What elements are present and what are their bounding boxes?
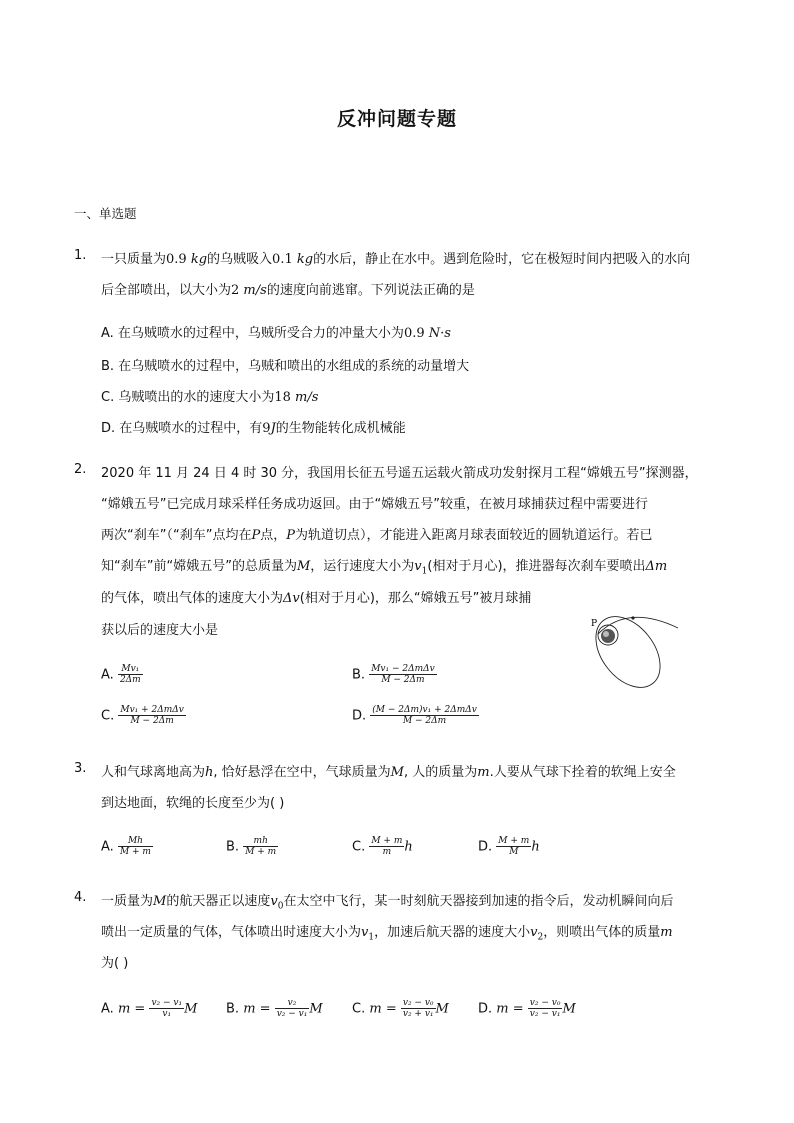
question-1-option-d [101,417,406,436]
point-p-label: P [591,619,598,629]
numerator: Mh [118,836,153,847]
denominator: v₂ − v₁ [529,1009,561,1020]
text: (相对于月心)，那么“嫦娥五号”被月球捕 [299,591,532,606]
math-expr: m = [369,1001,397,1017]
text: 知“刹车”前“嫦娥五号”的总质量为 [101,559,297,574]
fraction [369,664,437,686]
text: (相对于月心)，推进器每次刹车要喷出 [427,559,646,574]
numerator: M + m [371,836,403,846]
numerator: mh [243,836,278,847]
text: 两次“刹车”（“刹车”点均在 [101,528,252,543]
denominator: M − 2Δm [381,675,425,686]
math-var: m [660,925,673,940]
math-var: M [390,765,404,780]
question-2-line-3 [101,524,652,543]
numerator: (M − 2Δm)v₁ + 2ΔmΔv [372,705,477,715]
unit: kg [190,252,208,267]
denominator: v₂ + v₁ [402,1009,434,1020]
text: 为轨道切点），才能进入距离月球表面较近的圆轨道运行。若已 [294,528,653,543]
text: , 人的质量为 [403,765,478,780]
math-var: Δv [283,591,300,606]
math-var: M [309,1001,323,1017]
math-var: v [361,925,369,940]
question-2-line-4 [101,555,667,577]
unit: kg [296,252,314,267]
question-4-option-a [101,998,197,1020]
option-letter: D. [352,708,367,724]
text: 的气体，喷出气体的速度大小为 [101,591,284,606]
subscript: 0 [277,901,284,912]
text: ，则喷出气体的质量 [543,925,661,940]
option-letter: C. [352,839,366,855]
fraction [149,998,184,1020]
math-var: P [251,528,261,543]
math-expr: m = [117,1001,146,1017]
question-3-option-a [101,836,153,858]
text: 后全部喷出，以大小为 [101,283,232,298]
denominator: M + m [245,847,277,858]
option-letter: C. [352,1001,366,1017]
text: 人和气球离地高为 [101,765,206,780]
question-4-line-3: 为( ) [101,956,129,971]
question-1-line-2 [101,279,475,298]
section-heading: 一、单选题 [74,206,137,221]
question-4-option-c [352,998,449,1020]
math-expr: m = [496,1001,524,1017]
math-var: h [404,839,413,855]
option-letter: B. [226,839,240,855]
question-4-line-2 [101,921,673,943]
denominator: M [509,847,519,858]
numerator: Mv₁ + 2ΔmΔv [120,705,184,715]
question-2-line-6: 获以后的速度大小是 [101,623,219,638]
option-letter: D. [478,1001,493,1017]
question-3-number: 3. [74,761,87,776]
text: 喷出一定质量的气体，气体喷出时速度大小为 [101,925,362,940]
math-var: Δm [645,559,668,574]
math-expr: m = [243,1001,271,1017]
math-var: M [153,894,167,909]
numerator: v₂ − v₁ [151,998,183,1008]
question-2-number: 2. [74,462,87,477]
question-1-option-b: B. 在乌贼喷水的过程中，乌贼和喷出的水组成的系统的动量增大 [101,359,470,374]
denominator: m [382,847,392,858]
text: .人要从气球下拴着的软绳上安全 [489,765,676,780]
unit: m/s [295,390,319,405]
text: 一只质量为 [101,252,167,267]
text: 的航天器正以速度 [166,894,271,909]
numerator: v₂ − v₀ [529,998,561,1008]
orbit-diagram [588,606,684,696]
fraction [243,836,278,858]
unit: J [270,421,276,436]
math-var: M [562,1001,576,1017]
text: 点， [260,528,287,543]
subscript: 1 [368,932,375,943]
denominator: 2Δm [119,675,141,686]
question-1-number: 1. [74,248,87,263]
question-2-option-c [101,705,186,727]
denominator: M − 2Δm [402,716,447,727]
value: 18 [274,390,296,405]
denominator: M − 2Δm [130,716,174,727]
orbit-figure [588,606,684,700]
question-3-option-b [226,836,278,858]
fraction [401,998,436,1020]
subscript: 1 [421,566,428,577]
option-letter: B. [226,1001,240,1017]
question-1-option-a [101,322,451,341]
text: 在太空中飞行，某一时刻航天器接到加速的指令后，发动机瞬间向后 [283,894,674,909]
spacecraft-dot [631,616,634,619]
math-var: m [477,765,490,780]
moon-highlight [603,631,609,637]
text: ，运行速度大小为 [310,559,415,574]
question-4-number: 4. [74,890,87,905]
unit: m/s [243,283,267,298]
subscript: 2 [537,932,544,943]
option-letter: A. [101,839,114,855]
fraction [118,664,143,686]
math-var: M [435,1001,449,1017]
option-letter: B. [352,667,366,683]
math-var: M [296,559,311,574]
question-1-option-c [101,386,318,405]
option-letter: A. [101,1001,114,1017]
numerator: Mv₁ − 2ΔmΔv [371,664,435,674]
text: 的生物能转化成机械能 [275,421,406,436]
option-letter: D. [478,839,493,855]
unit: N·s [428,326,451,341]
question-3-line-2: 到达地面，软绳的长度至少为( ) [101,796,285,811]
math-var: P [286,528,295,543]
option-letter: A. [101,667,114,683]
denominator: v₁ [162,1009,172,1020]
numerator: Mv₁ [118,664,143,675]
value: 2 [231,283,244,298]
math-var: v [530,925,538,940]
math-var: v [270,894,278,909]
question-2-line-5 [101,587,531,606]
text: 一质量为 [101,894,154,909]
question-2-option-b [352,664,437,686]
math-var: v [414,559,422,574]
numerator: v₂ − v₀ [402,998,434,1008]
fraction [496,836,531,858]
math-var: M [184,1001,198,1017]
fraction [528,998,563,1020]
denominator: M + m [119,847,151,858]
value: 0.1 [272,252,297,267]
denominator: v₂ − v₁ [276,1009,308,1020]
numerator: M + m [498,836,530,846]
question-4-option-d [478,998,576,1020]
question-3-option-d [478,836,540,858]
value: 0.9 [166,252,191,267]
question-4-line-1 [101,890,673,912]
fraction [369,836,404,858]
text: ，加速后航天器的速度大小 [374,925,531,940]
text: 的水后，静止在水中。遇到危险时，它在极短时间内把吸入的水向 [313,252,691,267]
question-1-line-1 [101,248,690,267]
question-2-option-d [352,705,479,727]
value: 9 [262,421,271,436]
question-3-line-1 [101,761,676,780]
question-2-line-1: 2020 年 11 月 24 日 4 时 30 分，我国用长征五号遥五运载火箭成功发射探月工程“嫦娥五号”探测器， [101,466,698,481]
text: 的速度向前逃窜。下列说法正确的是 [266,283,475,298]
value: 0.9 [403,326,429,341]
option-letter: C. [101,708,115,724]
question-4-option-b [226,998,323,1020]
question-3-option-c [352,836,413,858]
fraction [118,836,153,858]
elliptical-orbit [588,606,673,696]
question-2-line-2: “嫦娥五号”已完成月球采样任务成功返回。由于“嫦娥五号”较重，在被月球捕获过程中需要进行 [101,497,648,512]
numerator: v₂ [275,998,310,1009]
math-var: h [205,765,214,780]
question-2-option-a [101,664,143,686]
text: A. 在乌贼喷水的过程中，乌贼所受合力的冲量大小为 [101,326,404,341]
fraction [275,998,310,1020]
text: C. 乌贼喷出的水的速度大小为 [101,390,275,405]
text: D. 在乌贼喷水的过程中，有 [101,421,263,436]
fraction [118,705,186,727]
math-var: h [531,839,540,855]
page-title: 反冲问题专题 [336,108,457,130]
text: , 恰好悬浮在空中，气球质量为 [213,765,391,780]
text: 的乌贼吸入 [207,252,273,267]
fraction [370,705,479,727]
